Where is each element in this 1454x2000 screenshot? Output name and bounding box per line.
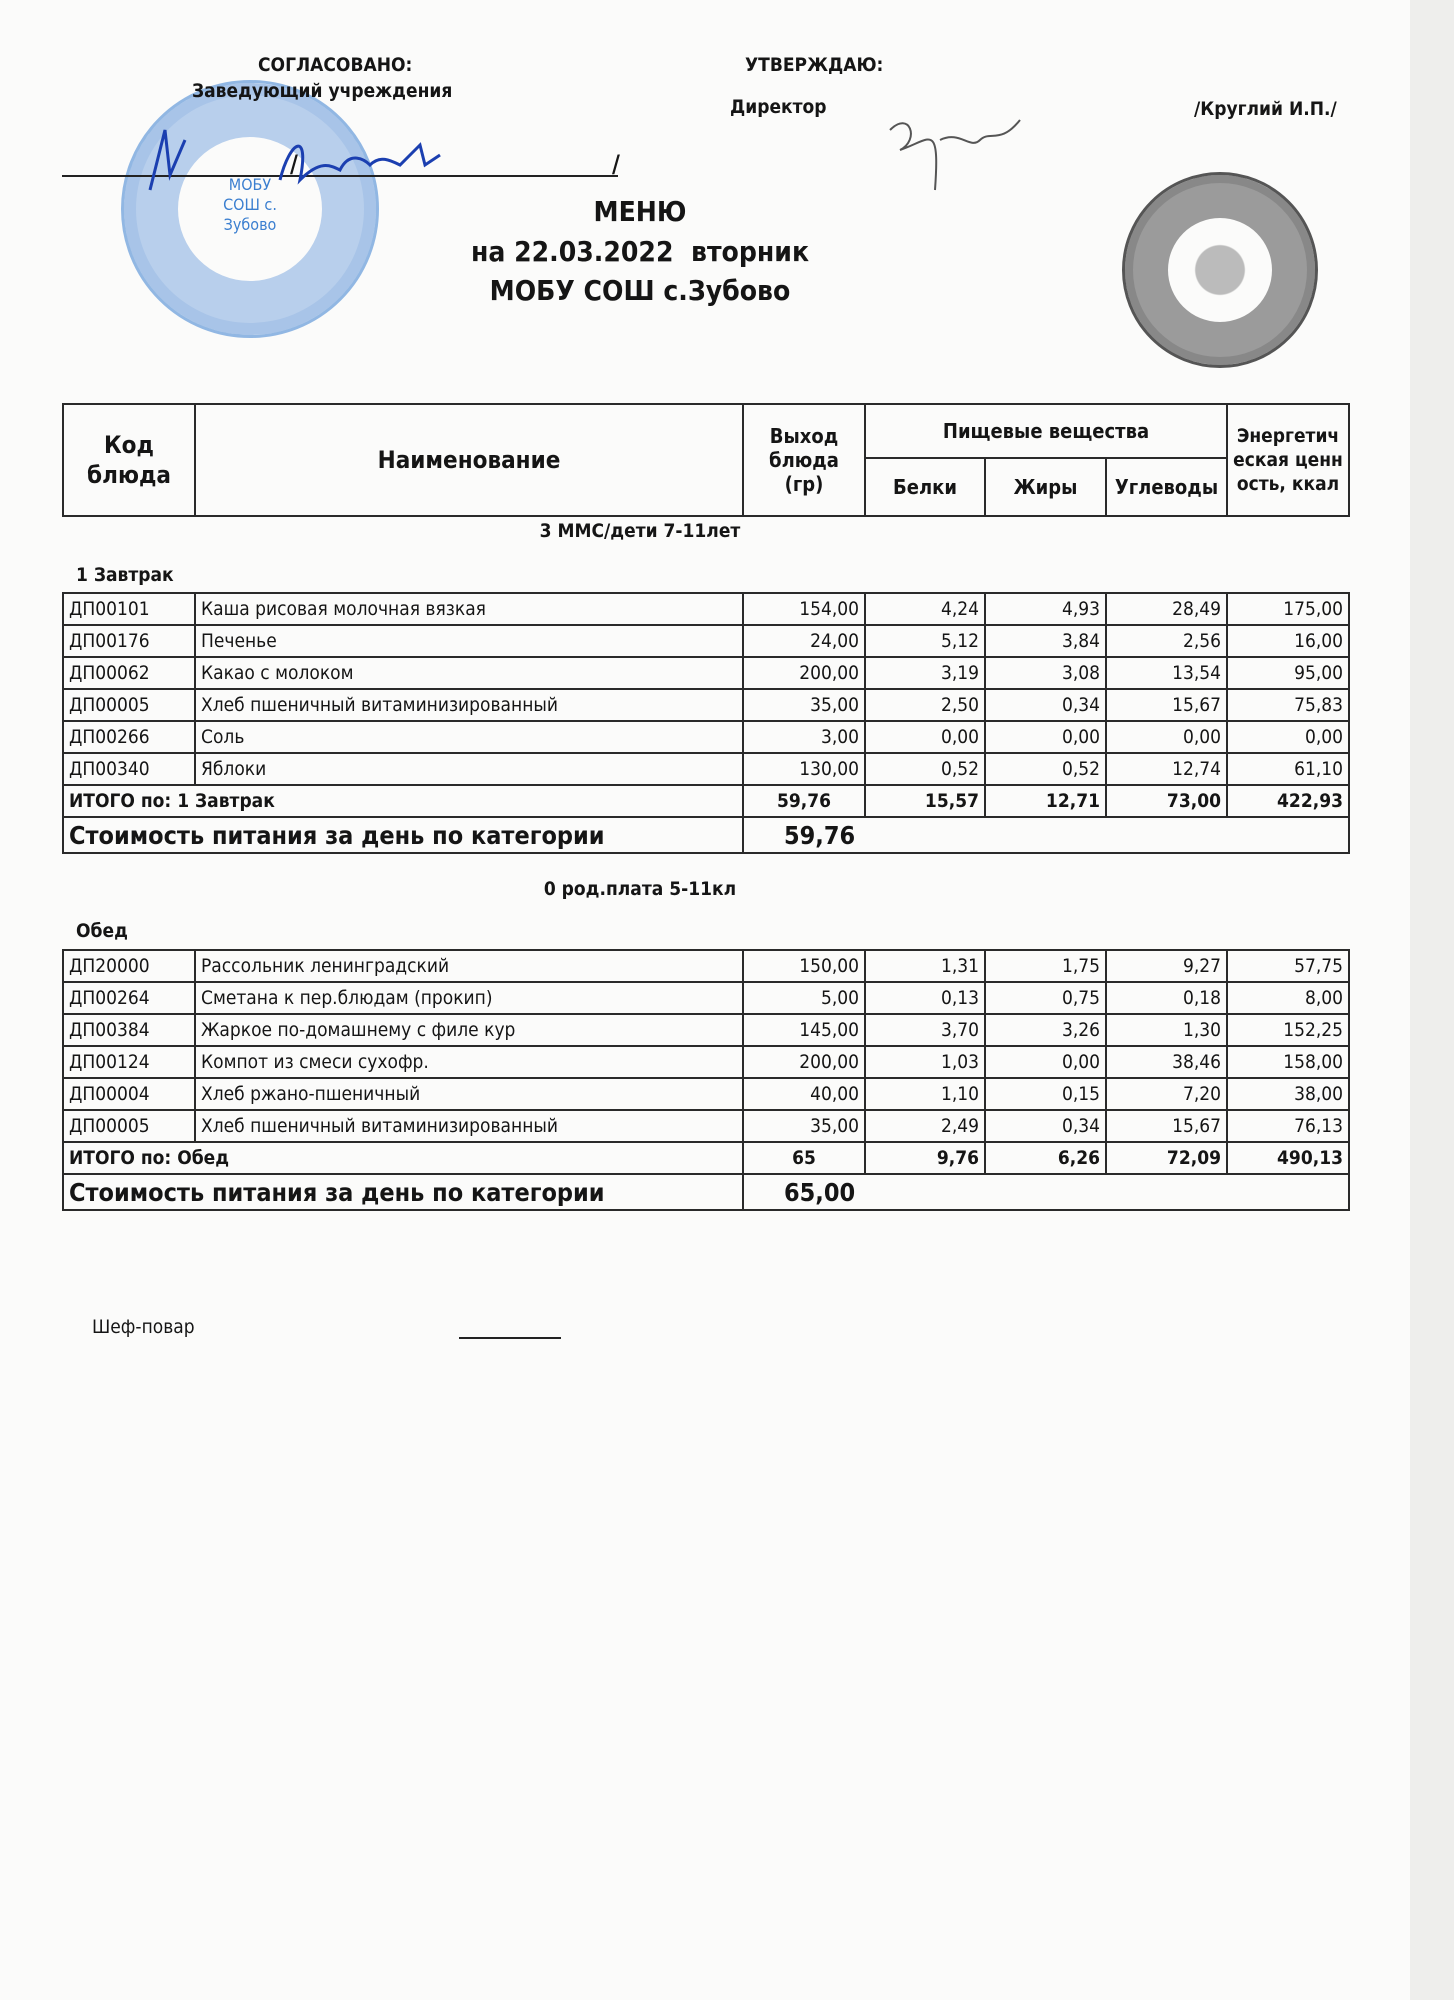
- cost-value: 65,00: [743, 1174, 1349, 1210]
- cell: ДП00384: [63, 1014, 195, 1046]
- cell: Хлеб пшеничный витаминизированный: [195, 689, 743, 721]
- cell: 0,52: [985, 753, 1106, 785]
- agreed-heading: СОГЛАСОВАНО:: [258, 54, 413, 76]
- approve-position: Директор: [730, 96, 827, 118]
- cell: 150,00: [743, 950, 865, 982]
- menu-date: на 22.03.2022 вторник: [470, 235, 810, 268]
- cell: 12,74: [1106, 753, 1227, 785]
- cell: 3,08: [985, 657, 1106, 689]
- total-cell: 6,26: [985, 1142, 1106, 1174]
- cell: 0,00: [1106, 721, 1227, 753]
- table-row: [63, 593, 1349, 625]
- cell: 16,00: [1227, 625, 1349, 657]
- cell: 0,00: [985, 1046, 1106, 1078]
- cell: 4,93: [985, 593, 1106, 625]
- total-label: ИТОГО по: 1 Завтрак: [63, 785, 743, 817]
- cell: 1,10: [865, 1078, 985, 1110]
- cell: ДП00004: [63, 1078, 195, 1110]
- cell: Печенье: [195, 625, 743, 657]
- cell: 0,13: [865, 982, 985, 1014]
- table-row: [63, 950, 1349, 982]
- header-name: Наименование: [195, 404, 743, 516]
- total-cell: 9,76: [865, 1142, 985, 1174]
- cell: ДП00062: [63, 657, 195, 689]
- total-row: [63, 1142, 1349, 1174]
- cell: 0,75: [985, 982, 1106, 1014]
- menu-title: МЕНЮ: [593, 195, 687, 228]
- header-energy: Энергетическая ценность, ккал: [1227, 404, 1349, 516]
- cell: ДП00101: [63, 593, 195, 625]
- meal-title: Обед: [76, 920, 128, 942]
- header-protein: Белки: [865, 458, 985, 516]
- cell: 200,00: [743, 1046, 865, 1078]
- header-code: Код блюда: [63, 404, 195, 516]
- cell: 24,00: [743, 625, 865, 657]
- cell: 38,46: [1106, 1046, 1227, 1078]
- left-stamp-text: МОБУ СОШ с. Зубово: [223, 175, 277, 234]
- total-label: ИТОГО по: Обед: [63, 1142, 743, 1174]
- cell: Рассольник ленинградский: [195, 950, 743, 982]
- cell: 13,54: [1106, 657, 1227, 689]
- table-row: [63, 753, 1349, 785]
- cell: 35,00: [743, 1110, 865, 1142]
- cell: Хлеб ржано-пшеничный: [195, 1078, 743, 1110]
- cell: 0,34: [985, 689, 1106, 721]
- agreed-signature: [130, 120, 550, 200]
- cell: ДП00264: [63, 982, 195, 1014]
- right-stamp: [1122, 172, 1318, 368]
- cell: Каша рисовая молочная вязкая: [195, 593, 743, 625]
- menu-table-header: [62, 403, 1350, 517]
- cell: 200,00: [743, 657, 865, 689]
- chef-label: Шеф-повар: [92, 1316, 195, 1338]
- cost-value: 59,76: [743, 817, 1349, 853]
- cell: 28,49: [1106, 593, 1227, 625]
- table-row: [63, 1014, 1349, 1046]
- menu-school: МОБУ СОШ с.Зубово: [489, 274, 791, 307]
- cell: Хлеб пшеничный витаминизированный: [195, 1110, 743, 1142]
- header-fat: Жиры: [985, 458, 1106, 516]
- cell: 4,24: [865, 593, 985, 625]
- cell: 0,00: [1227, 721, 1349, 753]
- cell: 5,00: [743, 982, 865, 1014]
- total-cell: 65: [743, 1142, 865, 1174]
- cell: 2,49: [865, 1110, 985, 1142]
- cell: 158,00: [1227, 1046, 1349, 1078]
- cell: 38,00: [1227, 1078, 1349, 1110]
- cell: ДП00176: [63, 625, 195, 657]
- cell: Соль: [195, 721, 743, 753]
- meal-title: 1 Завтрак: [76, 564, 174, 586]
- cell: 1,31: [865, 950, 985, 982]
- total-cell: 490,13: [1227, 1142, 1349, 1174]
- cell: 3,84: [985, 625, 1106, 657]
- total-cell: 15,57: [865, 785, 985, 817]
- table-row: [63, 689, 1349, 721]
- cell: ДП00266: [63, 721, 195, 753]
- cell: 0,52: [865, 753, 985, 785]
- cell: 0,34: [985, 1110, 1106, 1142]
- cell: ДП00005: [63, 689, 195, 721]
- table-row: [63, 1046, 1349, 1078]
- chef-signature-line: [459, 1337, 561, 1339]
- cell: 1,30: [1106, 1014, 1227, 1046]
- cell: Сметана к пер.блюдам (прокип): [195, 982, 743, 1014]
- cost-row: [63, 1174, 1349, 1210]
- cell: 5,12: [865, 625, 985, 657]
- cell: 95,00: [1227, 657, 1349, 689]
- cell: Жаркое по-домашнему с филе кур: [195, 1014, 743, 1046]
- agreed-slash-2: /: [612, 150, 620, 178]
- left-stamp: [121, 80, 379, 338]
- cell: 3,00: [743, 721, 865, 753]
- total-cell: 73,00: [1106, 785, 1227, 817]
- cell: 75,83: [1227, 689, 1349, 721]
- cell: 15,67: [1106, 1110, 1227, 1142]
- total-row: [63, 785, 1349, 817]
- cell: 154,00: [743, 593, 865, 625]
- table-row: [63, 1078, 1349, 1110]
- cell: Компот из смеси сухофр.: [195, 1046, 743, 1078]
- table-row: [63, 982, 1349, 1014]
- total-cell: 72,09: [1106, 1142, 1227, 1174]
- cell: 61,10: [1227, 753, 1349, 785]
- cell: 76,13: [1227, 1110, 1349, 1142]
- cell: ДП00005: [63, 1110, 195, 1142]
- cell: Какао с молоком: [195, 657, 743, 689]
- cell: 3,19: [865, 657, 985, 689]
- cell: ДП00124: [63, 1046, 195, 1078]
- scan-edge: [1410, 0, 1454, 2000]
- total-cell: 59,76: [743, 785, 865, 817]
- cell: 8,00: [1227, 982, 1349, 1014]
- agreed-slash-1: /: [290, 150, 298, 178]
- menu-table-section: [62, 592, 1350, 854]
- header-carbs: Углеводы: [1106, 458, 1227, 516]
- cell: 130,00: [743, 753, 865, 785]
- cell: 1,75: [985, 950, 1106, 982]
- cell: 0,00: [865, 721, 985, 753]
- menu-table-section: [62, 949, 1350, 1211]
- cell: 152,25: [1227, 1014, 1349, 1046]
- cell: 7,20: [1106, 1078, 1227, 1110]
- table-row: [63, 625, 1349, 657]
- agreed-position: Заведующий учреждения: [192, 80, 453, 102]
- cell: 40,00: [743, 1078, 865, 1110]
- cell: 2,50: [865, 689, 985, 721]
- director-signature: [880, 100, 1040, 200]
- header-yield: Выход блюда (гр): [743, 404, 865, 516]
- cell: Яблоки: [195, 753, 743, 785]
- cell: 0,15: [985, 1078, 1106, 1110]
- table-row: [63, 721, 1349, 753]
- category-title: 3 ММС/дети 7-11лет: [539, 520, 741, 542]
- cell: 35,00: [743, 689, 865, 721]
- cell: 57,75: [1227, 950, 1349, 982]
- director-name: /Круглий И.П./: [1194, 98, 1337, 120]
- cell: ДП20000: [63, 950, 195, 982]
- cell: 1,03: [865, 1046, 985, 1078]
- table-row: [63, 1110, 1349, 1142]
- cost-label: Стоимость питания за день по категории: [63, 817, 743, 853]
- cell: 9,27: [1106, 950, 1227, 982]
- header-nutrients: Пищевые вещества: [865, 404, 1227, 458]
- cost-row: [63, 817, 1349, 853]
- total-cell: 12,71: [985, 785, 1106, 817]
- cost-label: Стоимость питания за день по категории: [63, 1174, 743, 1210]
- cell: 0,18: [1106, 982, 1227, 1014]
- category-title: 0 род.плата 5-11кл: [543, 878, 737, 900]
- cell: 0,00: [985, 721, 1106, 753]
- cell: 3,26: [985, 1014, 1106, 1046]
- cell: 175,00: [1227, 593, 1349, 625]
- approve-heading: УТВЕРЖДАЮ:: [745, 54, 884, 76]
- cell: ДП00340: [63, 753, 195, 785]
- table-row: [63, 657, 1349, 689]
- total-cell: 422,93: [1227, 785, 1349, 817]
- cell: 15,67: [1106, 689, 1227, 721]
- cell: 2,56: [1106, 625, 1227, 657]
- cell: 145,00: [743, 1014, 865, 1046]
- cell: 3,70: [865, 1014, 985, 1046]
